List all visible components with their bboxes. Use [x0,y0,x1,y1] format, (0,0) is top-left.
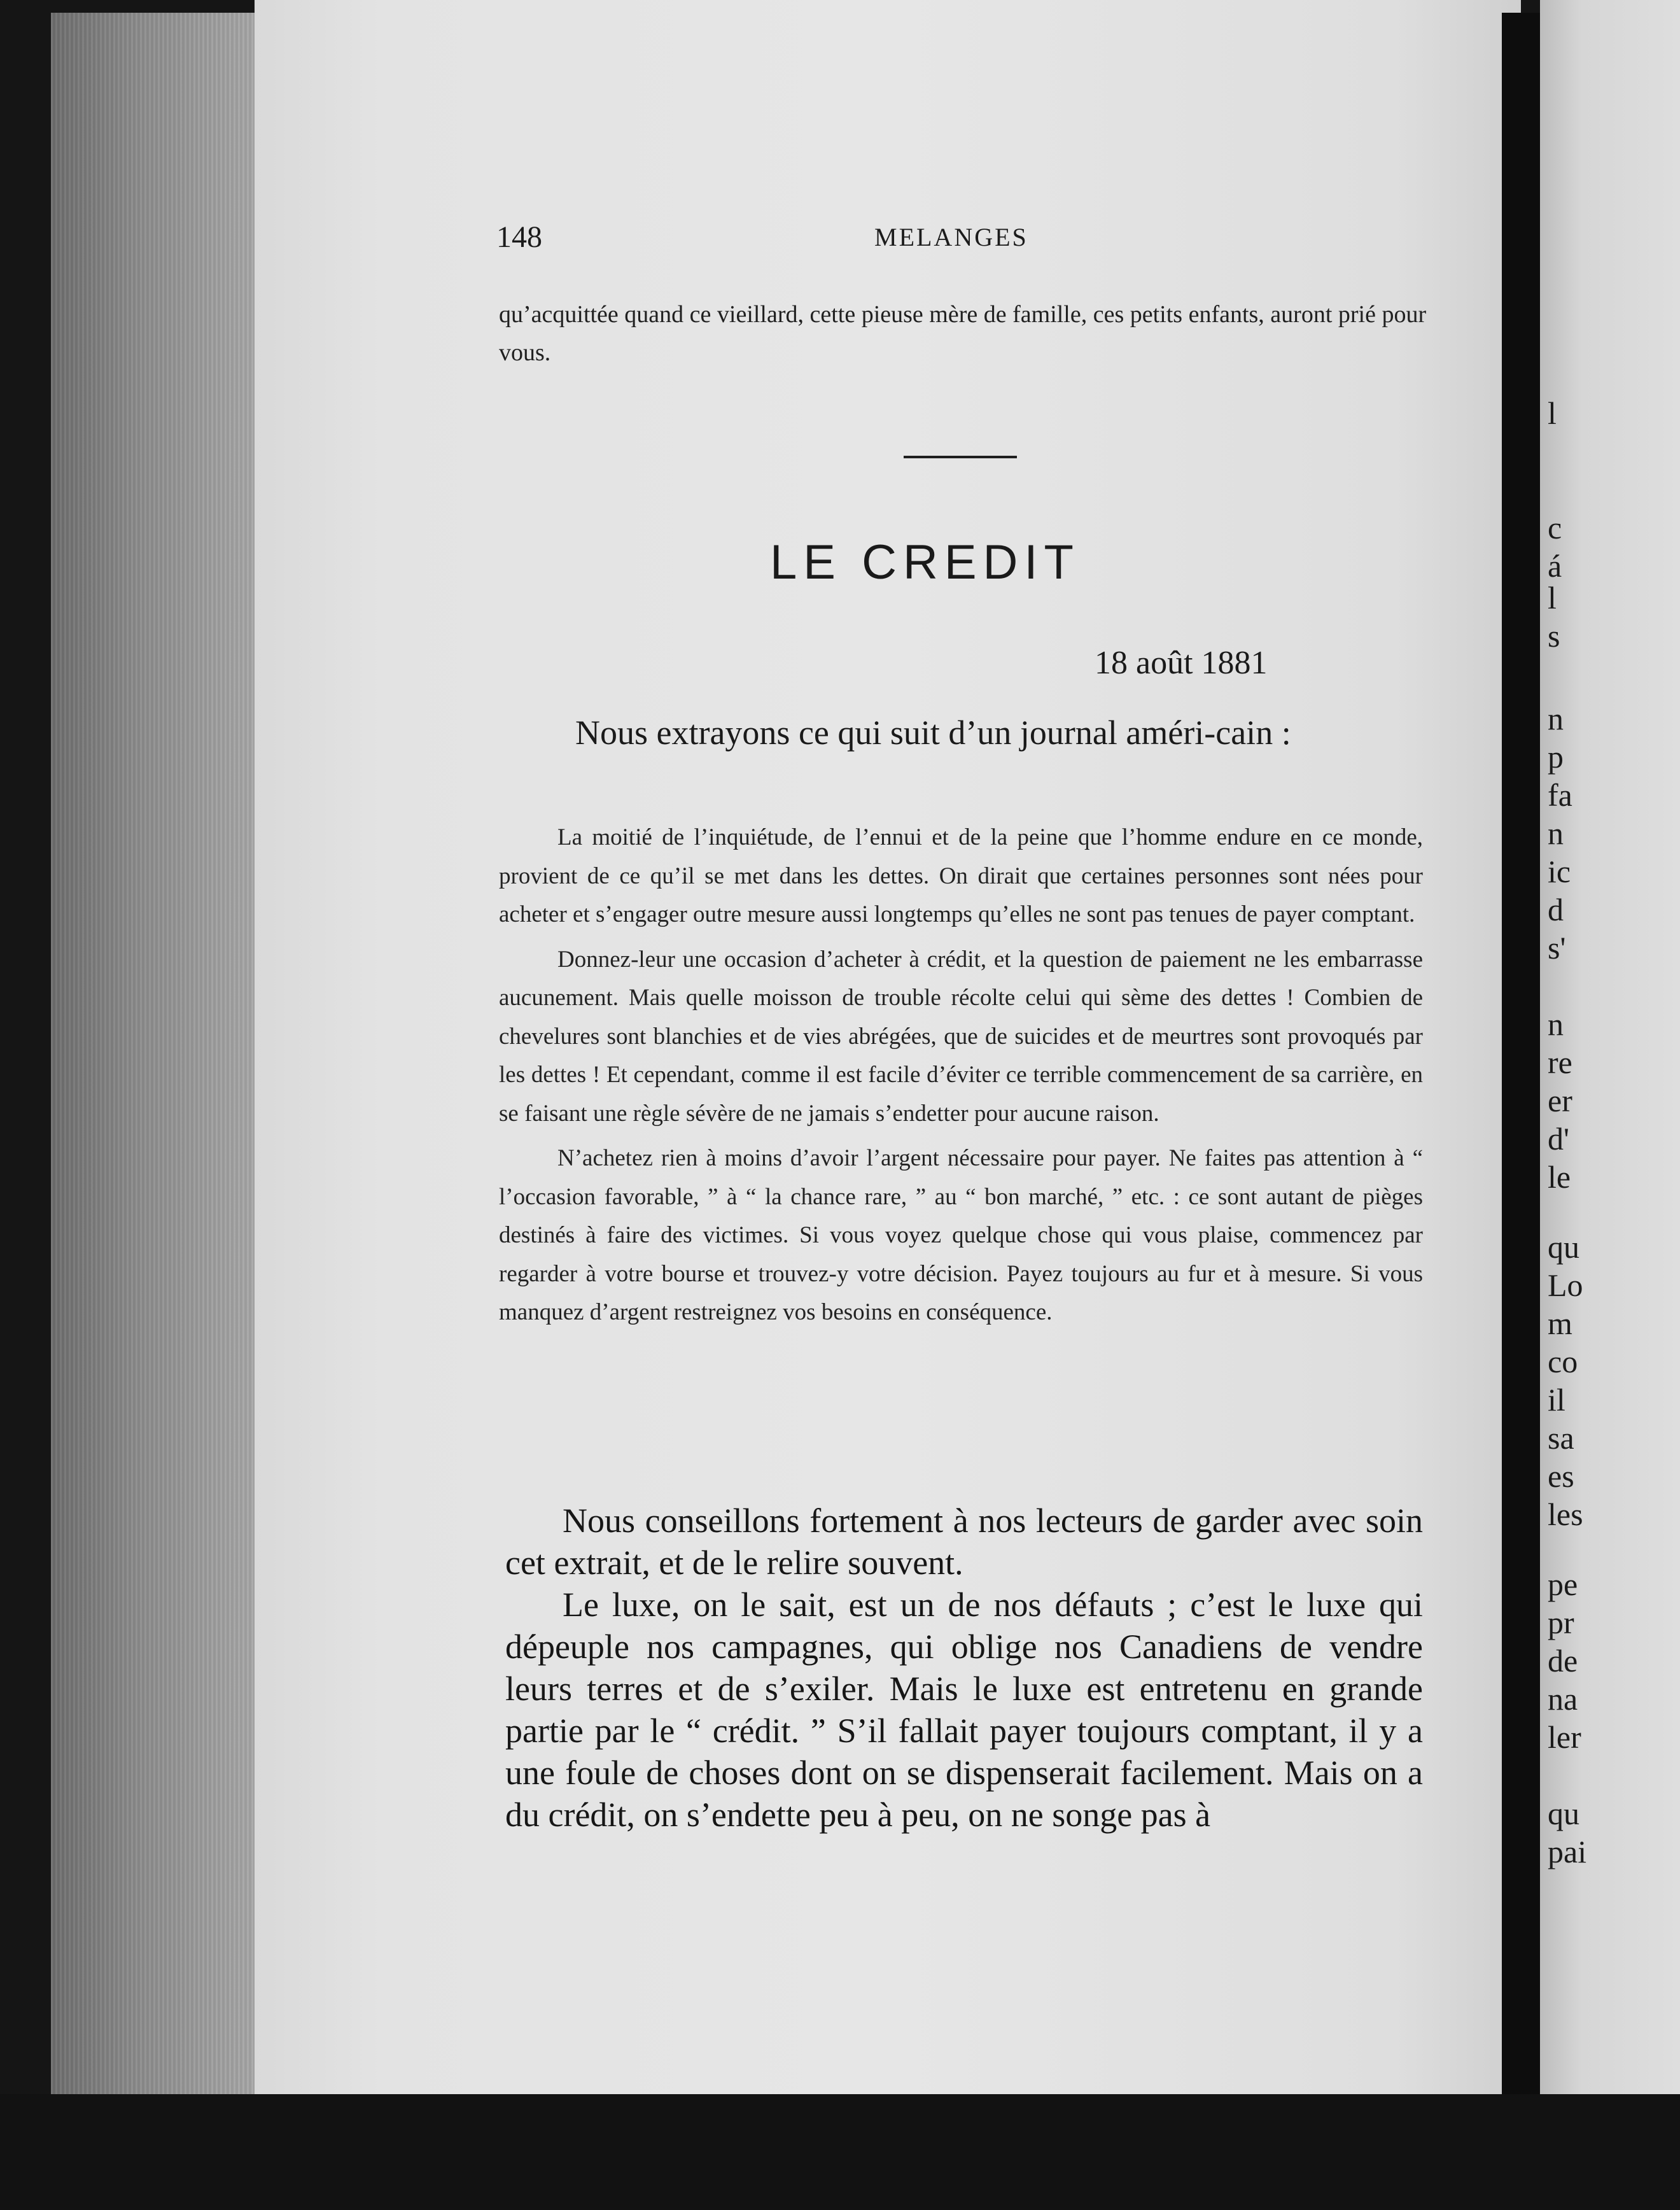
adjacent-page-fragment: les [1548,1496,1583,1532]
adjacent-page-fragment: ler [1548,1719,1581,1755]
adjacent-page-fragment: c [1548,510,1562,545]
carry-over-text: qu’acquittée quand ce vieillard, cette pieuse mère de famille, ces petits enfants, auront prié pour vous. [499,301,1427,366]
adjacent-page-fragment: s' [1548,930,1566,966]
adjacent-page-fragment: co [1548,1344,1578,1379]
adjacent-page-fragment: m [1548,1306,1572,1341]
adjacent-page-fragment: ic [1548,854,1571,889]
running-head [496,220,1451,264]
article-intro: Nous extrayons ce qui suit d’un journal améri-cain : [575,714,1291,752]
adjacent-page-fragment: s [1548,618,1560,654]
adjacent-page-fragment: re [1548,1045,1572,1080]
running-title: MELANGES [874,223,1028,251]
article-title: LE CREDIT [770,535,1080,589]
article-body [505,1500,1423,1836]
body-paragraph: Nous conseillons fortement à nos lecteurs de garder avec soin cet extrait, et de le relire souvent. [505,1502,1423,1582]
scan-bottom-margin [0,2094,1680,2210]
adjacent-page-fragment: n [1548,815,1564,851]
adjacent-page-fragment: d' [1548,1121,1570,1157]
book-binding [1502,13,1540,2177]
quoted-extract [499,819,1423,1339]
adjacent-page-fragment: d [1548,892,1564,927]
adjacent-page-fragment: Lo [1548,1267,1583,1303]
section-rule [904,456,1017,458]
adjacent-page-fragment: pe [1548,1566,1578,1602]
adjacent-page-fragment: qu [1548,1796,1579,1831]
adjacent-page-fragment: de [1548,1643,1578,1679]
adjacent-page-fragment: l [1548,580,1557,616]
adjacent-page-fragment: sa [1548,1420,1574,1456]
adjacent-page-fragment: á [1548,548,1562,584]
quote-paragraph: N’achetez rien à moins d’avoir l’argent nécessaire pour payer. Ne faites pas attention à “ l’occasion favorable, ” à “ la chance rare, ” au “ bon marché, ” etc. : ce sont autant de pièges destinés à faire des victimes. Si vous voyez quelque chose qui vous plaise, commencez par regarder à votre bourse et trouvez-y votre décision. Payez toujours au fur et à mesure. Si vous manquez d’argent restreignez vos besoins en conséquence. [499,1145,1423,1325]
adjacent-page [1540,0,1680,2094]
adjacent-page-fragment: es [1548,1458,1574,1494]
adjacent-page-fragment: le [1548,1159,1571,1195]
adjacent-page-fragment: er [1548,1083,1572,1118]
quote-paragraph: Donnez-leur une occasion d’acheter à crédit, et la question de paiement ne les embarrasse aucunement. Mais quelle moisson de trouble récolte celui qui sème des dettes ! Combien de chevelures sont blanchies et de vies abrégées, que de suicides et de meurtres sont provoqués par les dettes ! Et cependant, comme il est facile d’éviter ce terrible commencement de sa carrière, en se faisant une règle sévère de ne jamais s’endetter pour aucune raison. [499,946,1423,1127]
quote-paragraph: La moitié de l’inquiétude, de l’ennui et de la peine que l’homme endure en ce monde, provient de ce qu’il se met dans les dettes. On dirait que certaines personnes sont nées pour acheter et s’engager outre mesure aussi longtemps qu’elles ne sont pas tenues de payer comptant. [499,824,1423,927]
adjacent-page-fragment: fa [1548,777,1572,813]
adjacent-page-fragment: pr [1548,1605,1574,1640]
adjacent-page-fragment: pai [1548,1834,1587,1869]
body-paragraph: Le luxe, on le sait, est un de nos défauts ; c’est le luxe qui dépeuple nos campagnes, qui oblige nos Canadiens de vendre leurs terres et de s’exiler. Mais le luxe est entretenu en grande partie par le “ crédit. ” S’il fallait payer toujours comptant, il y a une foule de choses dont on se dispenserait facilement. Mais on a du crédit, on s’endette peu à peu, on ne songe pas à [505,1586,1423,1834]
adjacent-page-fragment: na [1548,1681,1578,1717]
adjacent-page-fragment: n [1548,1006,1564,1042]
article-date: 18 août 1881 [1095,645,1268,681]
adjacent-page-fragment: l [1548,395,1557,431]
adjacent-page-fragment: il [1548,1382,1565,1418]
adjacent-page-fragment: qu [1548,1229,1579,1265]
adjacent-page-fragment: n [1548,701,1564,736]
page-edge-stack [51,13,255,2101]
page-number: 148 [496,220,542,254]
adjacent-page-fragment: p [1548,739,1564,775]
